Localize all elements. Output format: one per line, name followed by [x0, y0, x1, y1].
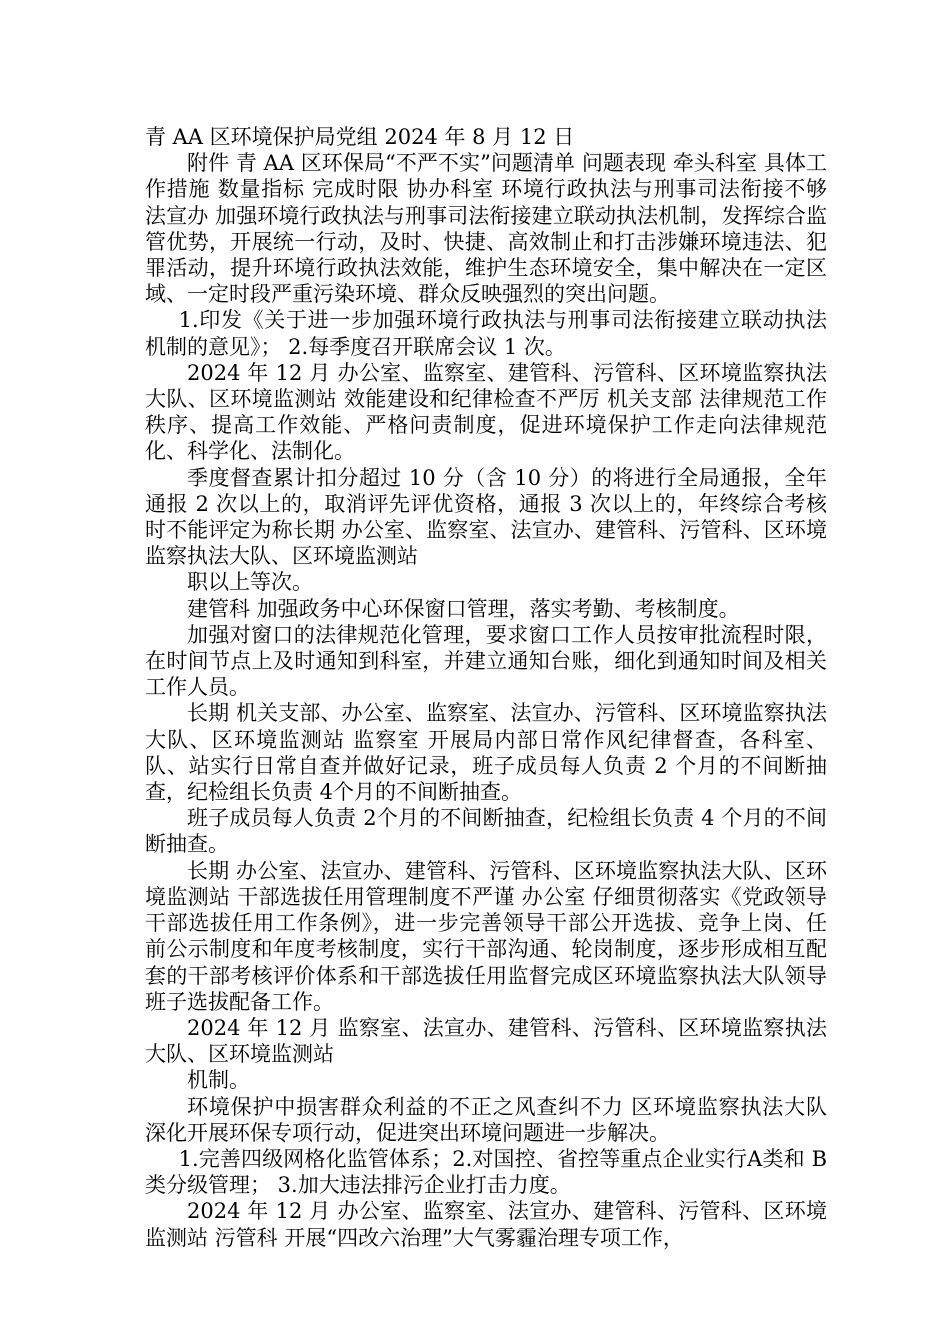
paragraph-deadline-2: 2024 年 12 月 监察室、法宣办、建管科、污管科、区环境监察执法大队、区环境监测站 [145, 1015, 827, 1067]
paragraph-deadline-3: 2024 年 12 月 办公室、监察室、法宣办、建管科、污管科、区环境监测站 污管科 开展“四改六治理”大气雾霾治理专项工作， [145, 1199, 827, 1250]
paragraph-rank: 职以上等次。 [187, 570, 313, 595]
paragraph-quarterly-review: 季度督查累计扣分超过 10 分（含 10 分）的将进行全局通报，全年通报 2 次以上的，取消评先评优资格，通报 3 次以上的，年终综合考核时不能评定为称长期 办公室、监察室、法宣办、建管科、污管科、区环境监察执法大队、区环境监测站 [145, 465, 827, 569]
document-header-line: 青 AA 区环境保护局党组 2024 年 8 月 12 日 [145, 125, 575, 149]
paragraph-cadre-selection: 长期 办公室、法宣办、建管科、污管科、区环境监察执法大队、区环境监测站 干部选拔任用管理制度不严谨 办公室 仔细贯彻落实《党政领导干部选拔任用工作条例》，进一步完善领导干部公开选拔、竞争上岗、任前公示制度和年度考核制度，实行干部沟通、轮岗制度，逐步形成相互配套的干部考核评价体系和干部选拔任用监督完成区环境监察执法大队领导班子选拔配备工作。 [145, 858, 827, 1014]
document-page [145, 124, 827, 1251]
paragraph-discipline-inspection: 长期 机关支部、办公室、监察室、法宣办、污管科、区环境监察执法大队、区环境监测站 监察室 开展局内部日常作风纪律督查，各科室、队、站实行日常自查并做好记录，班子成员每人负责 2 个月的不间断抽查，纪检组长负责 4个月的不间断抽查。 [145, 701, 827, 805]
paragraph-public-interest: 环境保护中损害群众利益的不正之风查纠不力 区环境监察执法大队 深化开展环保专项行动，促进突出环境问题进一步解决。 [145, 1094, 827, 1145]
paragraph-spot-check: 班子成员每人负责 2个月的不间断抽查，纪检组长负责 4 个月的不间断抽查。 [145, 806, 827, 857]
paragraph-mechanism: 机制。 [187, 1068, 250, 1093]
paragraph-window-management: 建管科 加强政务中心环保窗口管理，落实考勤、考核制度。 [187, 596, 740, 621]
paragraph-attachment: 附件 青 AA 区环保局“不严不实”问题清单 问题表现 牵头科室 具体工作措施 数量指标 完成时限 协办科室 环境行政执法与刑事司法衔接不够 法宣办 加强环境行政执法与刑事司法衔接建立联动执法机制，发挥综合监管优势，开展统一行动，及时、快捷、高效制止和打击涉嫌环境违法、犯罪活动，提升环境行政执法效能，维护生态环境安全，集中解决在一定区域、一定时段严重污染环境、群众反映强烈的突出问题。 [145, 151, 827, 307]
paragraph-measures-2: 1.完善四级网格化监管体系；2.对国控、省控等重点企业实行A类和 B 类分级管理； 3.加大违法排污企业打击力度。 [145, 1146, 827, 1198]
paragraph-deadline-1: 2024 年 12 月 办公室、监察室、建管科、污管科、区环境监察执法大队、区环境监测站 效能建设和纪律检查不严厉 机关支部 法律规范工作秩序、提高工作效能、严格问责制度，促进环境保护工作走向法律规范化、科学化、法制化。 [145, 360, 827, 464]
paragraph-measures-1: 1.印发《关于进一步加强环境行政执法与刑事司法衔接建立联动执法机制的意见》； 2.每季度召开联席会议 1 次。 [145, 308, 827, 359]
paragraph-window-regulation: 加强对窗口的法律规范化管理，要求窗口工作人员按审批流程时限，在时间节点上及时通知到科室，并建立通知台账，细化到通知时间及相关工作人员。 [145, 622, 827, 700]
